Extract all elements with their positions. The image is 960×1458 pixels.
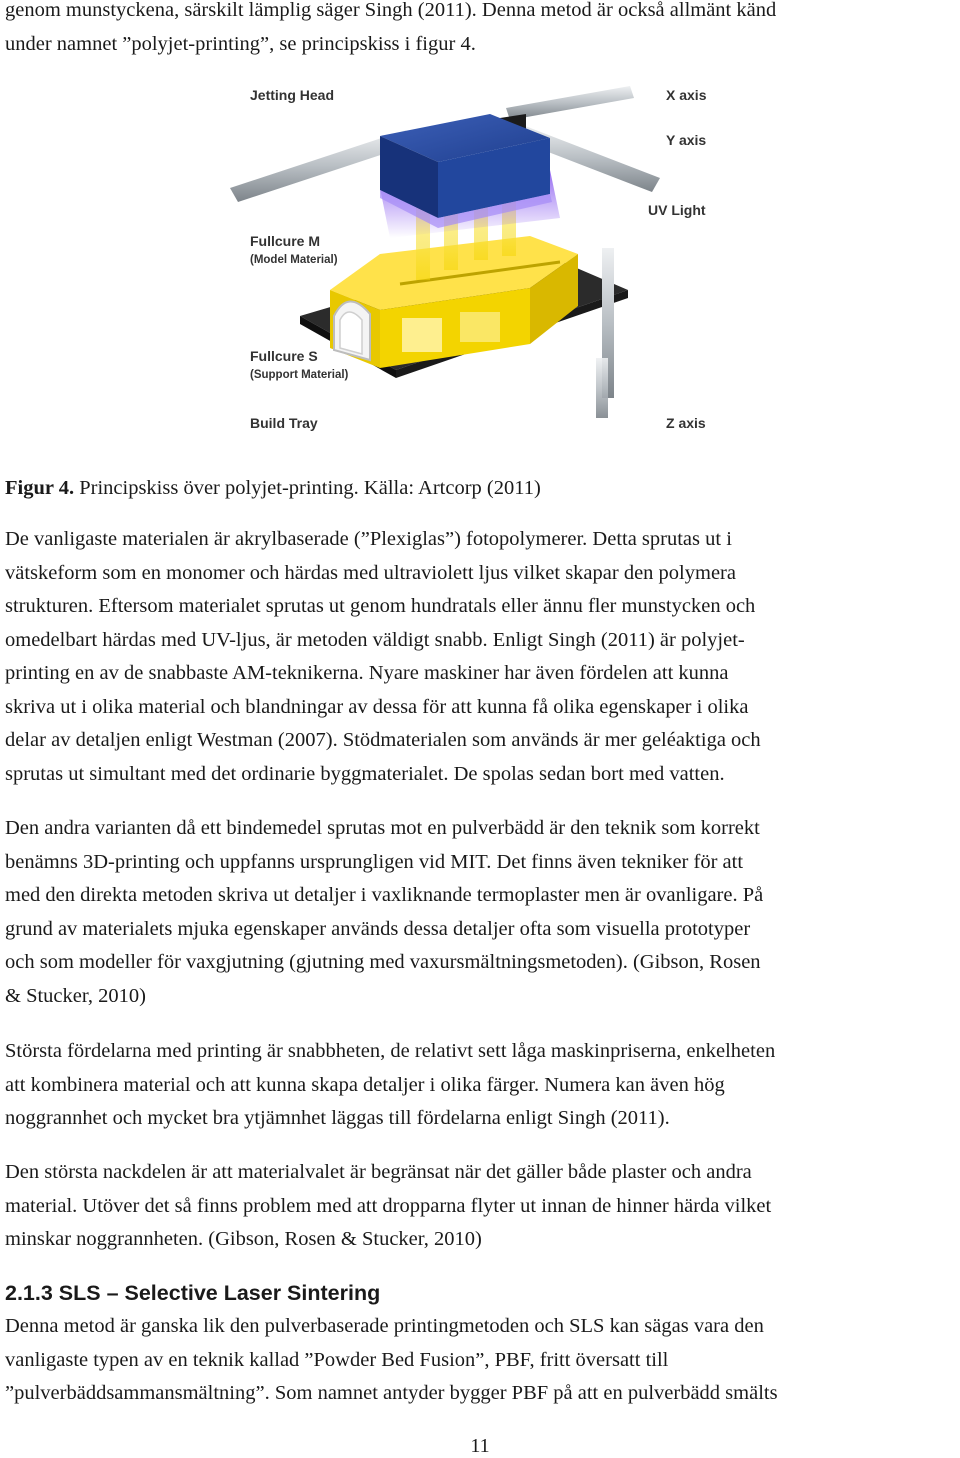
page-number: 11	[470, 1435, 490, 1457]
section-heading: 2.1.3 SLS – Selective Laser Sintering	[5, 1281, 381, 1305]
label-y-axis: Y axis	[666, 132, 707, 148]
text-line: ”pulverbäddsammansmältning”. Som namnet antyder bygger PBF på att en pulverbädd smälts	[5, 1382, 778, 1404]
text-line: och som modeller för vaxgjutning (gjutning med vaxursmältningsmetoden). (Gibson, Rosen	[5, 951, 761, 973]
text-line: delar av detaljen enligt Westman (2007). Stödmaterialen som används är mer geléaktiga och	[5, 729, 761, 751]
label-uv-light: UV Light	[648, 202, 706, 218]
caption-text: Principskiss över polyjet-printing. Källa: Artcorp (2011)	[74, 477, 541, 499]
text-line: med den direkta metoden skriva ut detaljer i vaxliknande termoplaster men är ovanligare. På	[5, 884, 764, 906]
support-material-arch	[334, 301, 370, 360]
text-line: vätskeform som en monomer och härdas med ultraviolett ljus vilket skapar den polymera	[5, 561, 736, 584]
text-line: skriva ut i olika material och blandningar av dessa för att kunna få olika egenskaper i olika	[5, 695, 749, 718]
paragraph-advantages	[5, 1035, 957, 1136]
text-line: vanligaste typen av en teknik kallad ”Powder Bed Fusion”, PBF, fritt översatt till	[5, 1348, 669, 1371]
text-line: De vanligaste materialen är akrylbaserade (”Plexiglas”) fotopolymerer. Detta sprutas ut i	[5, 528, 732, 550]
paragraph-materials	[5, 523, 957, 791]
label-x-axis: X axis	[666, 87, 707, 103]
text-line: sprutas ut simultant med det ordinarie byggmaterialet. De spolas sedan bort med vatten.	[5, 762, 725, 785]
paragraph-3d-printing	[5, 812, 957, 1013]
text-line: Största fördelarna med printing är snabbheten, de relativt sett låga maskinpriserna, enkelheten	[5, 1040, 776, 1062]
paragraph-sls	[5, 1310, 957, 1411]
label-fullcure-m: Fullcure M	[250, 233, 321, 249]
text-line: strukturen. Eftersom materialet sprutas ut genom hundratals eller ännu fler munstycken och	[5, 595, 756, 617]
z-axis-rod	[596, 248, 614, 418]
caption-label: Figur 4.	[5, 477, 75, 499]
label-support-material: (Support Material)	[250, 369, 349, 381]
polyjet-diagram	[230, 78, 720, 450]
paragraph-disadvantages	[5, 1156, 957, 1257]
text-line: grund av materialets mjuka egenskaper används dessa detaljer ofta som visuella prototyper	[5, 917, 751, 940]
text-line: Den största nackdelen är att materialvalet är begränsat när det gäller både plaster och andra	[5, 1161, 752, 1183]
text-line: Denna metod är ganska lik den pulverbaserade printingmetoden och SLS kan sägas vara den	[5, 1315, 764, 1337]
label-model-material: (Model Material)	[250, 254, 338, 266]
text-line: minskar noggrannheten. (Gibson, Rosen & Stucker, 2010)	[5, 1228, 482, 1250]
text-line: omedelbart härdas med UV-ljus, är metoden väldigt snabb. Enligt Singh (2011) är polyjet-	[5, 628, 745, 651]
text-line: att kombinera material och att kunna skapa detaljer i olika färger. Numera kan även hög	[5, 1073, 725, 1096]
figure-caption	[5, 472, 541, 505]
text-line: under namnet ”polyjet-printing”, se principskiss i figur 4.	[5, 32, 476, 55]
text-line: genom munstyckena, särskilt lämplig säger Singh (2011). Denna metod är också allmänt känd	[5, 0, 777, 21]
label-jetting-head: Jetting Head	[250, 87, 335, 103]
text-line: Den andra varianten då ett bindemedel sprutas mot en pulverbädd är den teknik som korrekt	[5, 817, 760, 839]
intro-paragraph	[5, 0, 957, 61]
text-line: printing en av de snabbaste AM-teknikerna. Nyare maskiner har även fördelen att kunna	[5, 662, 729, 684]
label-fullcure-s: Fullcure S	[250, 348, 318, 364]
text-line: benämns 3D-printing och uppfanns ursprungligen vid MIT. Det finns även tekniker för att	[5, 850, 744, 873]
text-line: material. Utöver det så finns problem med att dropparna flyter ut innan de hinner härda vilket	[5, 1194, 772, 1217]
label-z-axis: Z axis	[666, 415, 706, 431]
text-line: & Stucker, 2010)	[5, 984, 146, 1007]
label-build-tray: Build Tray	[250, 415, 318, 431]
text-line: noggrannhet och mycket bra ytjämnhet läggas till fördelarna enligt Singh (2011).	[5, 1107, 670, 1129]
